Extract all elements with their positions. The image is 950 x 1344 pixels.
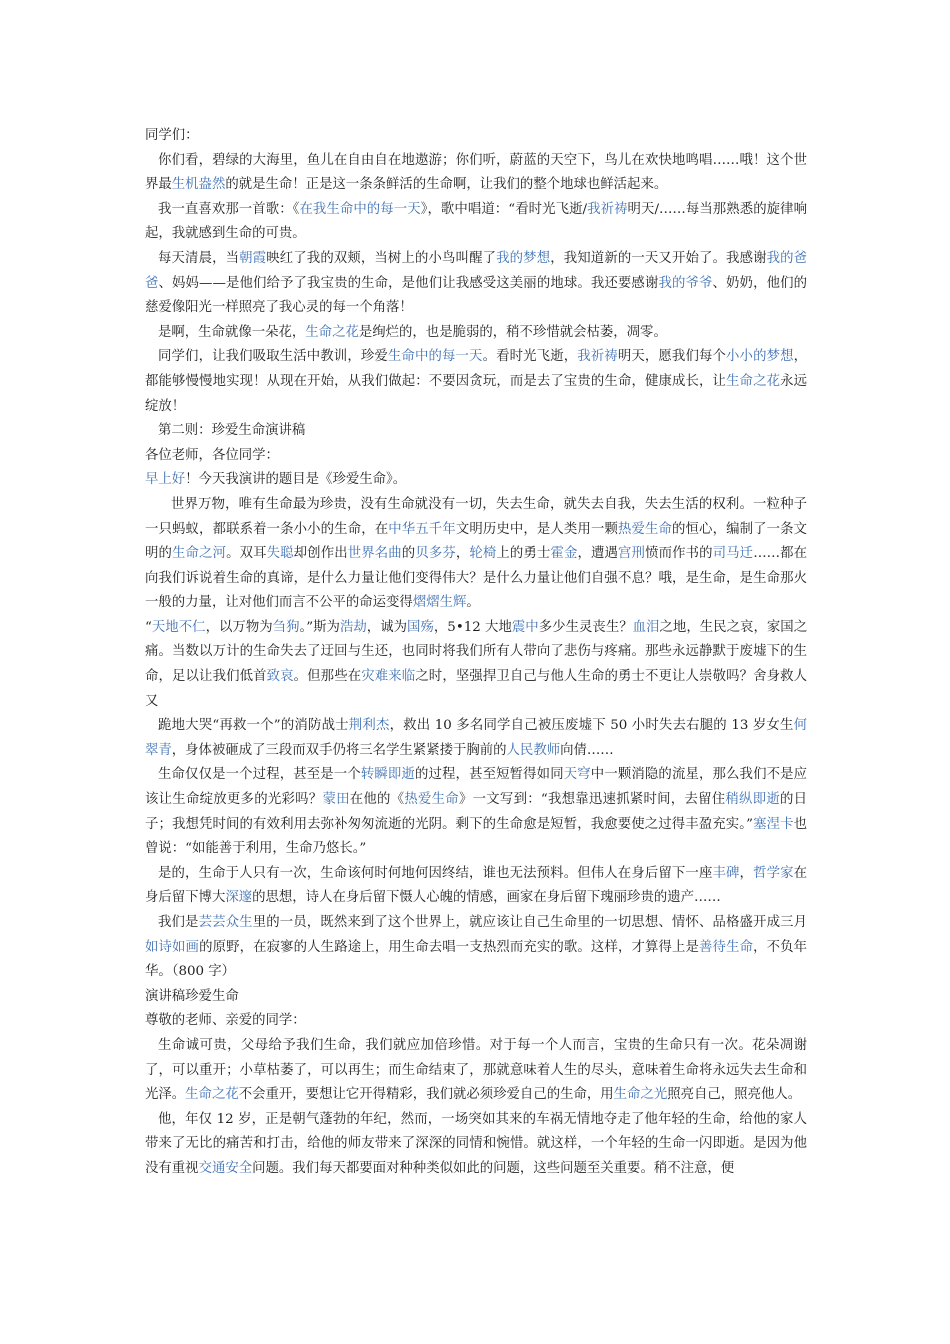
document-body [145,124,807,1182]
text-run: 生命诚可贵，父母给予我们生命，我们就应加倍珍惜。对于每一个人而言，宝贵的生命只有一次。花朵凋谢了，可以重开；小草枯萎了，可以再生；而生命结束了，那就意味着人生的尽头，意味着生命将永远失去生命和光泽。 [145,1037,807,1103]
text-run: 里的一员，既然来到了这个世界上，就应该让自己生命里的一切思想、情怀、品格盛开成三月 [252,915,808,930]
keyword-link[interactable]: 失聪 [266,546,294,562]
text-run: 不会重开，要想让它开得精彩，我们就必须珍爱自己的生命，用 [238,1087,614,1103]
text-run: ！今天我演讲的题目是《珍爱生命》。 [185,472,407,488]
text-run: 他，年仅 12 岁，正是朝气蓬勃的年纪，然而，一场突如其来的车祸无情地夺走了他年轻的生命，给他的家人带来了无比的痛苦和打击，给他的师友带来了深深的同情和惋惜。就这样，一个年轻的生命一闪即逝。是因为他没有重视 [145,1111,807,1176]
text-run: 、妈妈——是他们给予了我宝贵的生命，是他们让我感受这美丽的地球。我还要感谢 [158,275,659,291]
text-run: 是的，生命于人只有一次，生命该何时何地何因终结，谁也无法预料。但伟人在身后留下一座 [158,865,713,881]
paragraph [145,862,807,911]
text-run: 生命仅仅是一个过程，甚至是一个 [158,767,361,783]
keyword-link[interactable]: 我祈祷 [577,349,618,365]
keyword-link[interactable]: 震中 [511,619,539,635]
keyword-link[interactable]: 贝多芬 [415,546,456,562]
keyword-link[interactable]: 霍金 [550,546,578,562]
keyword-link[interactable]: 荆利杰 [348,718,390,734]
keyword-link[interactable]: 中华五千年 [388,521,456,537]
keyword-link[interactable]: 早上好 [145,472,186,488]
keyword-link[interactable]: 灾难来临 [361,669,416,685]
text-run: ，救出 10 多名同学自己被压废墟下 50 小时失去右腿的 13 岁女生 [389,718,794,734]
keyword-link[interactable]: 浩劫 [339,619,367,635]
text-run: 多少生灵丧生？ [538,619,633,635]
text-run: 。但那些在 [293,669,362,685]
keyword-link[interactable]: 我祈祷 [587,201,628,217]
text-run: 文明历史中，是人类用一颗 [455,521,618,537]
text-run: 跪地大哭“再救一个”的消防战士 [158,718,349,734]
paragraph [145,198,807,247]
paragraph [145,911,807,985]
keyword-link[interactable]: 转瞬即逝 [360,767,415,783]
keyword-link[interactable]: 哲学家 [753,865,794,881]
keyword-link[interactable]: 如诗如画 [145,939,200,955]
text-run: 明天，愿我们每个 [617,349,727,365]
text-run: 之地，生民之哀，家国之痛。当数以万计的生命失去了迂回与生还，也同时将我们所有人带向了悲伤与疼痛。那些永远静默于废墟下的生命，足以让我们低首 [145,619,808,685]
text-run: 问题。我们每天都要面对种种类似如此的问题，这些问题至关重要。稍不注意，便 [252,1160,735,1176]
text-run: 照亮自己，照亮他人。 [667,1087,802,1103]
paragraph [145,1034,807,1108]
keyword-link[interactable]: 朝霞 [239,250,267,266]
keyword-link[interactable]: 司马迁 [712,546,754,562]
paragraph [145,149,807,198]
text-run: 的过程，甚至短暂得如同 [414,767,564,783]
text-run: 的恒心，编制了一条文明的 [145,521,808,562]
text-run: 我一直喜欢那一首歌：《 [158,201,300,217]
keyword-link[interactable]: 国殇 [407,619,434,635]
text-run: 是啊，生命就像一朵花， [158,324,306,340]
text-run: 。 [466,595,480,611]
keyword-link[interactable]: 轮椅 [469,546,497,562]
paragraph [145,468,807,493]
text-run: 尊敬的老师、亲爱的同学： [145,1013,306,1029]
keyword-link[interactable]: 生命之花 [305,324,359,340]
keyword-link[interactable]: 生命之花 [726,373,781,389]
text-run: ，身体被砸成了三段而双手仍将三名学生紧紧搂于胸前的 [171,742,507,758]
text-run: ，遭遇 [577,546,619,562]
paragraph [145,714,807,763]
keyword-link[interactable]: 丰碑 [712,865,740,881]
text-run: 同学们，让我们吸取生活中教训，珍爱 [158,349,388,365]
text-run: 之时，坚强捍卫自己与他人生命的勇士不更让人崇敬吗？舍身救人又 [145,669,808,709]
keyword-link[interactable]: 天穹 [563,767,591,783]
text-run: 的日子；我想凭时间的有效利用去弥补匆匆流逝的光阴。剩下的生命愈是短暂，我愈要使之过得丰盈充实。” [145,792,808,832]
text-run: 向倩…… [560,742,614,758]
keyword-link[interactable]: 刍狗 [272,619,300,635]
keyword-link[interactable]: 芸芸众生 [198,915,253,930]
text-run: 第二则：珍爱生命演讲稿 [158,423,306,439]
text-run: 的思想，诗人在身后留下慑人心魄的情感，画家在身后留下瑰丽珍贵的遗产…… [252,890,721,906]
paragraph [145,444,807,469]
keyword-link[interactable]: 致哀 [266,669,294,685]
keyword-link[interactable]: 宫刑 [618,546,646,562]
text-run: ，我知道新的一天又开始了。我感谢 [550,250,767,266]
text-run: ，5•12 大地 [433,619,512,635]
keyword-link[interactable]: 深邃 [225,890,253,906]
text-run: 在他的《 [349,792,405,808]
paragraph [145,124,807,149]
text-run: ， [455,546,470,562]
keyword-link[interactable]: 天地不仁 [151,619,206,635]
keyword-link[interactable]: 交通安全 [198,1160,253,1176]
paragraph [145,493,807,616]
text-run: 》，歌中唱道：“看时光飞逝/ [420,201,588,217]
keyword-link[interactable]: 何翠青 [145,718,807,758]
keyword-link[interactable]: 蒙田 [322,792,350,808]
text-run: ，诚为 [366,619,408,635]
text-run: ，不负年华。（800 字） [145,939,808,980]
paragraph [145,763,807,861]
text-run: 每天清晨，当 [158,250,240,266]
text-run: 。”斯为 [299,619,340,635]
paragraph [145,345,807,419]
text-run: 、奶奶，他们的慈爱像阳光一样照亮了我心灵的每一个角落！ [145,275,808,316]
text-run: ，都能够慢慢地实现！从现在开始，从我们做起：不要因贪玩，而是去了宝贵的生命，健康成长，让 [145,349,808,389]
keyword-link[interactable]: 我的梦想 [496,250,551,266]
keyword-link[interactable]: 善待生命 [699,939,754,955]
keyword-link[interactable]: 小小的梦想 [726,349,794,365]
paragraph [145,321,807,346]
text-run: 》一文写到：“我想靠迅速抓紧时间，去留住 [458,792,726,808]
text-run: 明天/……每当那熟悉的旋律响起，我就感到生命的可贵。 [145,201,807,242]
keyword-link[interactable]: 血泪 [632,619,660,635]
keyword-link[interactable]: 生命之花 [185,1087,239,1103]
keyword-link[interactable]: 生命中的每一天 [387,349,483,365]
paragraph [145,616,807,714]
text-run: 你们看，碧绿的大海里，鱼儿在自由自在地遨游；你们听，蔚蓝的天空下，鸟儿在欢快地鸣唱……哦！这个世界最 [145,152,807,193]
text-run: “ [145,619,152,635]
keyword-link[interactable]: 塞涅卡 [752,816,794,832]
text-run: 映红了我的双颊，当树上的小鸟叫醒了 [266,250,497,266]
text-run: 同学们： [145,128,199,143]
keyword-link[interactable]: 稍纵即逝 [725,792,781,808]
text-run: 愤而作书的 [645,546,713,562]
text-run: 上的勇士 [496,546,551,562]
text-run: 各位老师，各位同学： [145,447,279,463]
keyword-link[interactable]: 生命之河 [172,546,227,562]
text-run: 中一颗消隐的流星，那么我们不是应该让生命绽放更多的光彩吗？ [145,767,808,808]
text-run: 却创作出 [293,546,348,562]
keyword-link[interactable]: 世界名曲 [347,546,402,562]
text-run: 也曾说：“如能善于利用，生命乃悠长。” [145,816,807,857]
paragraph [145,1009,807,1034]
text-run: 是绚烂的，也是脆弱的，稍不珍惜就会枯萎，凋零。 [358,324,667,340]
paragraph [145,1108,807,1182]
text-run: 在身后留下博大 [145,865,808,906]
paragraph [145,247,807,321]
keyword-link[interactable]: 热爱生命 [404,792,459,808]
text-run: ， [739,865,754,881]
text-run: 演讲稿珍爱生命 [145,988,239,1004]
keyword-link[interactable]: 在我生命中的每一天 [299,201,421,217]
keyword-link[interactable]: 生机盎然 [171,177,226,193]
keyword-link[interactable]: 人民教师 [506,742,561,758]
keyword-link[interactable]: 热爱生命 [617,521,673,537]
text-run: 的原野，在寂寥的人生路途上，用生命去唱一支热烈而充实的歌。这样，才算得上是 [199,939,700,955]
text-run: 。双耳 [226,546,267,562]
paragraph [145,985,807,1010]
text-run: ，以万物为 [205,619,273,635]
text-run: 。看时光飞逝， [482,349,578,365]
text-run: ……都在向我们诉说着生命的真谛，是什么力量让他们变得伟大？是什么力量让他们自强不息？哦，是生命，是生命那火一般的力量，让对他们而言不公平的命运变得 [145,546,808,611]
paragraph [145,419,807,444]
text-run: 我们是 [158,915,199,930]
text-run: 永远绽放！ [145,373,808,414]
text-run: 的就是生命！正是这一条条鲜活的生命啊，让我们的整个地球也鲜活起来。 [225,177,668,193]
keyword-link[interactable]: 熠熠生辉 [412,595,467,611]
keyword-link[interactable]: 我的爷爷 [658,275,713,291]
text-run: 世界万物，唯有生命最为珍贵，没有生命就没有一切，失去生命，就失去自我，失去生活的权利。一粒种子一只蚂蚁，都联系着一条小小的生命，在 [145,496,807,537]
keyword-link[interactable]: 我的爸爸 [145,250,808,291]
keyword-link[interactable]: 生命之光 [613,1087,668,1103]
text-run: 的 [401,546,416,562]
